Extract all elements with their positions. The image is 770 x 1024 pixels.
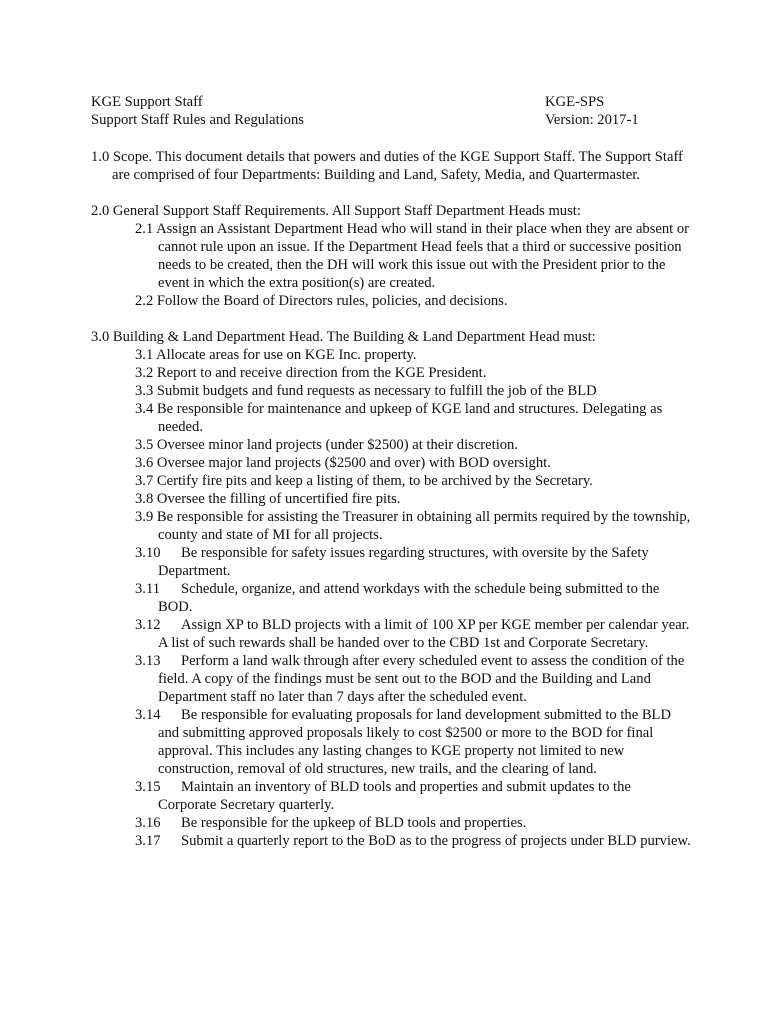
- header-version: Version: 2017-1: [545, 112, 639, 128]
- item-text: Schedule, organize, and attend workdays with the schedule being submitted to the BOD.: [158, 581, 660, 615]
- list-item: [91, 508, 691, 544]
- list-item: [91, 580, 691, 616]
- item-text: Perform a land walk through after every scheduled event to assess the condition of the field. A copy of the findings must be sent out to the BOD and the Building and Land Department staff no later than 7 days after the scheduled event.: [158, 653, 685, 705]
- item-number: 3.17: [135, 833, 161, 849]
- item-text: Maintain an inventory of BLD tools and properties and submit updates to the Corporate Secretary quarterly.: [158, 779, 631, 813]
- item-text: Allocate areas for use on KGE Inc. property.: [156, 347, 417, 363]
- list-item: [91, 472, 691, 490]
- item-text: Assign XP to BLD projects with a limit of 100 XP per KGE member per calendar year. A list of such rewards shall be handed over to the CBD 1st and Corporate Secretary.: [158, 617, 690, 651]
- item-number: 3.4: [135, 401, 154, 417]
- item-number: 3.13: [135, 653, 161, 669]
- item-number: 3.11: [135, 581, 160, 597]
- item-number: 2.2: [135, 293, 154, 309]
- item-number: 3.5: [135, 437, 154, 453]
- document-header: [91, 93, 651, 129]
- item-number: 3.2: [135, 365, 154, 381]
- list-item: [91, 436, 691, 454]
- item-number: 3.14: [135, 707, 161, 723]
- list-item: [91, 400, 691, 436]
- item-text: Assign an Assistant Department Head who will stand in their place when they are absent or cannot rule upon an issue. If the Department Head feels that a third or successive position needs to be created, then the DH will work this issue out with the President prior to the event in which the extra position(s) are created.: [156, 221, 690, 291]
- list-item: [91, 364, 691, 382]
- list-item: [91, 814, 691, 832]
- list-item: [91, 706, 691, 778]
- header-row-1: [91, 93, 651, 111]
- header-org-title: KGE Support Staff: [91, 94, 203, 110]
- section-general-requirements: [91, 202, 691, 310]
- section-heading: 3.0 Building & Land Department Head. The Building & Land Department Head must:: [91, 329, 596, 345]
- section-scope: [91, 148, 691, 184]
- list-item: [91, 616, 691, 652]
- item-number: 3.3: [135, 383, 154, 399]
- list-item: [91, 832, 691, 850]
- item-text: Be responsible for the upkeep of BLD tools and properties.: [181, 815, 527, 831]
- item-text: Certify fire pits and keep a listing of them, to be archived by the Secretary.: [156, 473, 593, 489]
- section-heading: 2.0 General Support Staff Requirements. All Support Staff Department Heads must:: [91, 203, 581, 219]
- list-item: [91, 778, 691, 814]
- item-text: Follow the Board of Directors rules, policies, and decisions.: [156, 293, 508, 309]
- list-item: [91, 490, 691, 508]
- list-item: [91, 220, 691, 292]
- list-item: [91, 544, 691, 580]
- list-item: [91, 652, 691, 706]
- item-number: 3.9: [135, 509, 154, 525]
- scope-paragraph: 1.0 Scope. This document details that powers and duties of the KGE Support Staff. The Support Staff are comprised of four Departments: Building and Land, Safety, Media, and Quartermaster.: [91, 149, 683, 183]
- item-number: 2.1: [135, 221, 154, 237]
- header-row-2: [91, 111, 651, 129]
- item-number: 3.16: [135, 815, 161, 831]
- list-item: [91, 346, 691, 364]
- section-building-land: [91, 328, 691, 850]
- item-number: 3.1: [135, 347, 154, 363]
- item-text: Oversee the filling of uncertified fire pits.: [156, 491, 401, 507]
- item-text: Be responsible for evaluating proposals for land development submitted to the BLD and submitting approved proposals likely to cost $2500 or more to the BOD for final approval. This includes any lasting changes to KGE property not limited to new construction, removal of old structures, new trails, and the clearing of land.: [158, 707, 672, 777]
- item-text: Be responsible for safety issues regarding structures, with oversite by the Safety Department.: [158, 545, 649, 579]
- item-number: 3.15: [135, 779, 161, 795]
- item-number: 3.10: [135, 545, 161, 561]
- item-text: Oversee minor land projects (under $2500) at their discretion.: [156, 437, 518, 453]
- list-item: [91, 292, 691, 310]
- item-number: 3.7: [135, 473, 154, 489]
- item-number: 3.12: [135, 617, 161, 633]
- item-text: Be responsible for assisting the Treasurer in obtaining all permits required by the township, county and state of MI for all projects.: [156, 509, 691, 543]
- item-text: Submit a quarterly report to the BoD as to the progress of projects under BLD purview.: [181, 833, 691, 849]
- item-number: 3.6: [135, 455, 154, 471]
- item-text: Be responsible for maintenance and upkeep of KGE land and structures. Delegating as needed.: [156, 401, 663, 435]
- list-item: [91, 382, 691, 400]
- item-number: 3.8: [135, 491, 154, 507]
- item-text: Submit budgets and fund requests as necessary to fulfill the job of the BLD: [156, 383, 597, 399]
- item-text: Report to and receive direction from the KGE President.: [156, 365, 487, 381]
- header-doc-title: Support Staff Rules and Regulations: [91, 112, 304, 128]
- item-text: Oversee major land projects ($2500 and over) with BOD oversight.: [156, 455, 551, 471]
- header-doc-code: KGE-SPS: [545, 94, 605, 110]
- document-body: [91, 148, 691, 868]
- list-item: [91, 454, 691, 472]
